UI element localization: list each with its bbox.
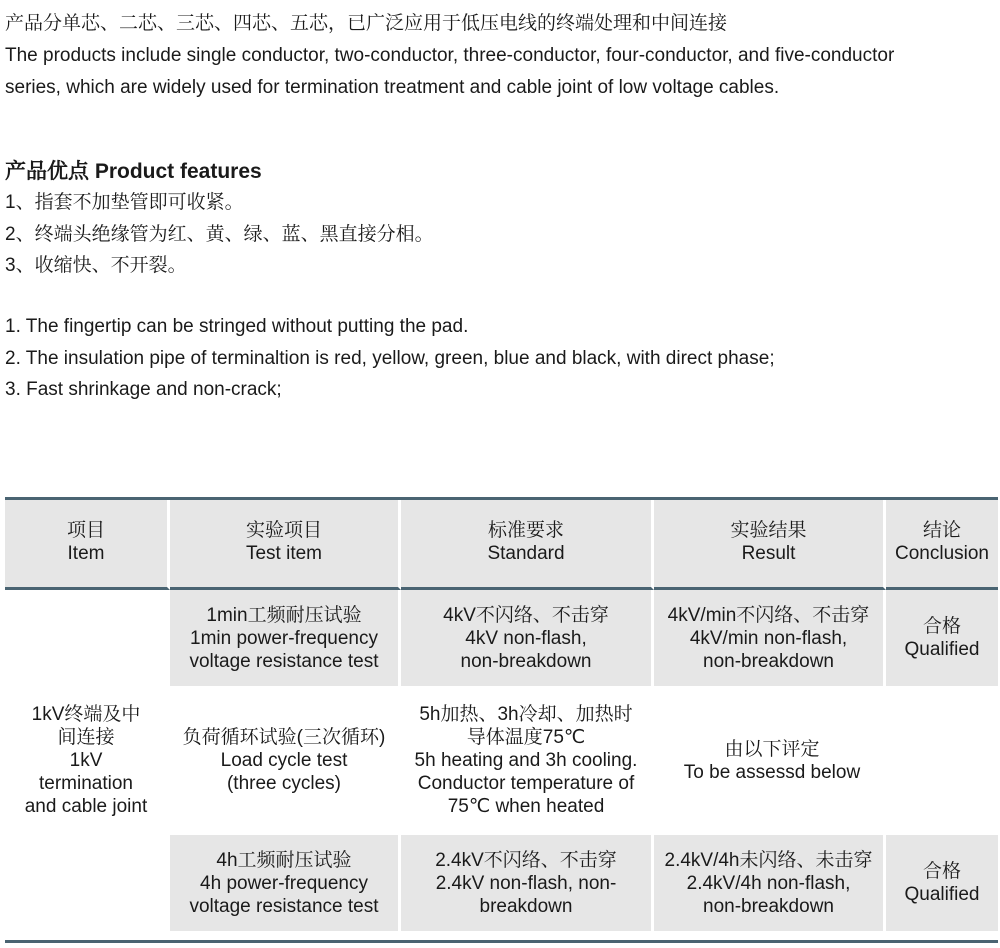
feature-en-item: 1. The fingertip can be stringed without putting the pad. — [5, 316, 469, 337]
item-cell — [5, 590, 170, 934]
cell-line: 4kV不闪络、不击穿 — [443, 604, 609, 626]
cell-line: non-breakdown — [460, 650, 592, 672]
cell-line: To be assessd below — [683, 761, 861, 783]
cell-line: Conductor temperature of — [417, 773, 635, 794]
result-assess-cell — [654, 689, 998, 835]
test-results-table — [5, 497, 998, 934]
cell-line: 合格 — [922, 861, 961, 882]
header-conclusion-en: Conclusion — [895, 543, 989, 564]
header-standard-zh: 标准要求 — [487, 520, 564, 541]
cell-line: 5h加热、3h冷却、加热时 — [419, 704, 633, 725]
item-line: 间连接 — [57, 727, 115, 748]
cell-line: voltage resistance test — [189, 650, 379, 672]
cell-line: 2.4kV non-flash, non- — [435, 872, 617, 894]
header-standard — [401, 497, 654, 590]
cell-line: 75℃ when heated — [447, 796, 605, 817]
header-result-zh: 实验结果 — [730, 520, 807, 541]
intro-zh: 产品分单芯、二芯、三芯、四芯、五芯，已广泛应用于低压电线的终端处理和中间连接 — [5, 13, 728, 34]
cell-line: 由以下评定 — [724, 738, 820, 760]
header-result-en: Result — [741, 543, 796, 564]
cell-line: 2.4kV/4h未闪络、未击穿 — [664, 849, 873, 871]
item-line: 1kV — [69, 750, 103, 771]
cell-line: (three cycles) — [226, 773, 342, 794]
feature-zh-item: 2、终端头绝缘管为红、黄、绿、蓝、黑直接分相。 — [5, 223, 434, 245]
header-test-item-zh: 实验项目 — [245, 520, 322, 541]
cell-line: 4h工频耐压试验 — [216, 849, 352, 871]
header-conclusion — [886, 497, 998, 590]
header-test-item — [170, 497, 401, 590]
result-cell — [654, 835, 886, 934]
cell-line: breakdown — [479, 895, 573, 917]
result-cell — [654, 590, 886, 689]
table-row — [5, 590, 998, 689]
intro-en-line2: series, which are widely used for termination treatment and cable joint of low voltage cables. — [5, 77, 780, 98]
cell-line: Load cycle test — [220, 750, 348, 771]
cell-line: Qualified — [904, 884, 980, 905]
cell-line: 合格 — [922, 616, 961, 637]
item-line: and cable joint — [24, 796, 148, 817]
cell-line: 4kV/min non-flash, — [689, 627, 848, 649]
feature-zh-item: 3、收缩快、不开裂。 — [5, 255, 187, 276]
feature-zh-item: 1、指套不加垫管即可收紧。 — [5, 192, 244, 213]
cell-line: non-breakdown — [703, 650, 834, 672]
test-item-cell — [170, 590, 401, 689]
intro-en-line1: The products include single conductor, two-conductor, three-conductor, four-conductor, and five-conductor — [5, 45, 895, 66]
header-item-en: Item — [67, 543, 105, 564]
item-line: termination — [39, 773, 133, 794]
feature-en-item: 2. The insulation pipe of terminaltion is red, yellow, green, blue and black, with direct phase; — [5, 347, 775, 369]
features-title: 产品优点 Product features — [5, 160, 262, 183]
conclusion-cell — [886, 590, 998, 689]
item-line: 1kV终端及中 — [31, 704, 141, 725]
standard-cell — [401, 835, 654, 934]
header-result — [654, 497, 886, 590]
cell-line: 2.4kV不闪络、不击穿 — [435, 849, 617, 871]
header-test-item-en: Test item — [245, 543, 323, 564]
table-header-row — [5, 497, 998, 590]
standard-cell — [401, 689, 654, 835]
cell-line: 4kV non-flash, — [465, 627, 587, 649]
cell-line: voltage resistance test — [189, 895, 379, 917]
test-item-cell — [170, 689, 401, 835]
cell-line: 2.4kV/4h non-flash, — [686, 872, 851, 894]
features-en-list — [5, 311, 775, 406]
conclusion-cell — [886, 835, 998, 934]
test-item-cell — [170, 835, 401, 934]
table-top-rule — [5, 497, 998, 500]
table-bottom-rule — [5, 940, 998, 943]
test-results-table-wrap — [5, 497, 998, 943]
standard-cell — [401, 590, 654, 689]
header-conclusion-zh: 结论 — [922, 520, 961, 541]
cell-line: 4kV/min不闪络、不击穿 — [667, 604, 870, 626]
cell-line: non-breakdown — [703, 895, 834, 917]
cell-line: 1min power-frequency — [190, 627, 378, 649]
feature-en-item: 3. Fast shrinkage and non-crack; — [5, 379, 282, 400]
header-standard-en: Standard — [487, 543, 565, 564]
header-item-zh: 项目 — [66, 520, 105, 541]
cell-line: 4h power-frequency — [200, 872, 368, 894]
header-item — [5, 497, 170, 590]
cell-line: 5h heating and 3h cooling. — [414, 750, 638, 771]
intro-paragraph — [5, 8, 1000, 104]
cell-line: 1min工频耐压试验 — [206, 604, 362, 626]
cell-line: 导体温度75℃ — [466, 727, 586, 748]
cell-line: 负荷循环试验(三次循环) — [182, 727, 386, 748]
cell-line: Qualified — [904, 639, 980, 660]
features-zh-list — [5, 187, 434, 282]
